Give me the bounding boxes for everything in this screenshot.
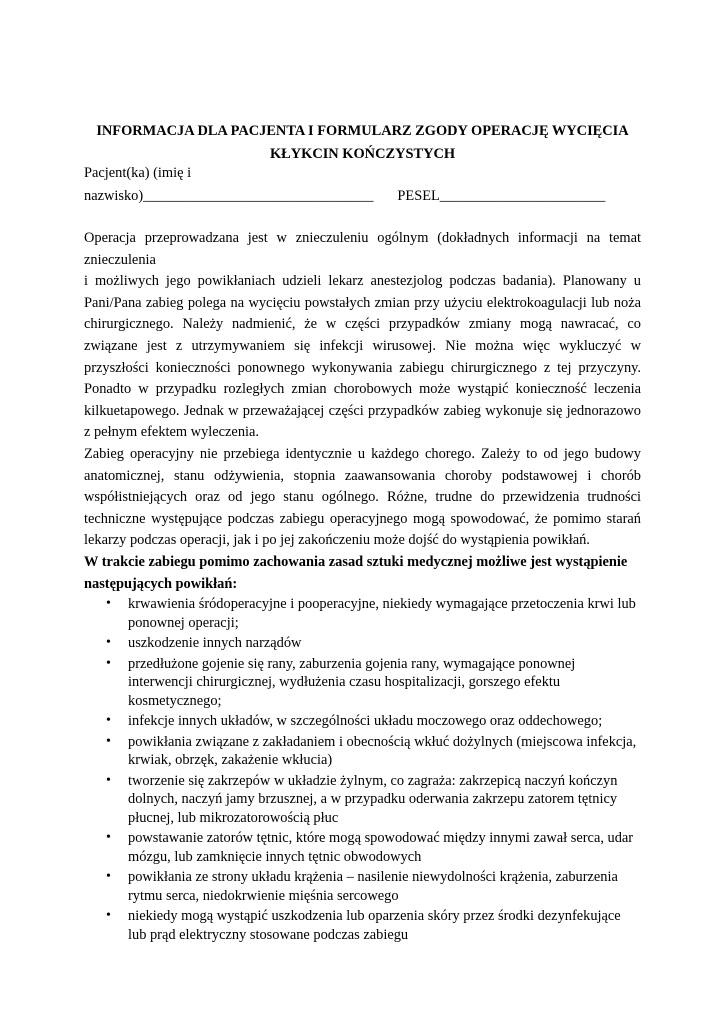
paragraph-1-first-line-text: Operacja przeprowadzana jest w znieczuleniu ogólnym (dokładnych informacji na temat znieczulenia xyxy=(84,230,641,268)
patient-name-label-line1: Pacjent(ka) (imię i xyxy=(84,165,192,181)
pesel-field: PESEL_______________________ xyxy=(397,188,606,204)
patient-fields xyxy=(84,162,641,208)
list-item xyxy=(84,829,641,866)
list-item-text: tworzenie się zakrzepów w układzie żylnym, co zagraża: zakrzepicą naczyń kończyn dolnych, naczyń jamy brzusznej, a w przypadku oderwania zakrzepu zatorem tętnicy płucnej, lub mikrozatorowością płuc xyxy=(128,772,618,826)
list-item-text: powikłania związane z zakładaniem i obecnością wkłuć dożylnych (miejscowa infekcja, krwiak, obrzęk, zakażenie wkłucia) xyxy=(128,733,637,769)
complications-list xyxy=(84,595,641,944)
list-item xyxy=(84,712,641,731)
list-item xyxy=(84,634,641,653)
bullet-icon: • xyxy=(106,635,111,651)
document-body xyxy=(84,228,641,946)
list-item-text: infekcje innych układów, w szczególności układu moczowego oraz oddechowego; xyxy=(128,713,603,730)
patient-name-row xyxy=(84,185,641,208)
bullet-icon: • xyxy=(106,733,111,749)
list-item-text: powstawanie zatorów tętnic, które mogą spowodować między innymi zawał serca, udar mózgu, lub zamknięcie innych tętnic obwodowych xyxy=(128,830,634,865)
list-item xyxy=(84,655,641,711)
bullet-icon: • xyxy=(106,596,111,612)
list-item-text: niekiedy mogą wystąpić uszkodzenia lub oparzenia skóry przez środki dezynfekujące lub prąd elektryczny stosowane podczas zabiegu xyxy=(128,908,621,943)
list-item xyxy=(84,907,641,944)
list-item xyxy=(84,595,641,632)
list-item xyxy=(84,868,641,905)
bullet-icon: • xyxy=(106,713,111,729)
patient-name-field: nazwisko)________________________________ xyxy=(84,188,374,204)
list-item-text: uszkodzenie innych narządów xyxy=(128,635,302,652)
document-title: INFORMACJA DLA PACJENTA I FORMULARZ ZGODY OPERACJĘ WYCIĘCIA KŁYKCIN KOŃCZYSTYCH xyxy=(96,123,629,162)
list-item-text: powikłania ze strony układu krążenia – nasilenie niewydolności krążenia, zaburzenia rytmu serca, niedokrwienie mięśnia sercowego xyxy=(128,869,618,904)
bullet-icon: • xyxy=(106,908,111,924)
bullet-icon: • xyxy=(106,869,111,885)
list-item xyxy=(84,772,641,828)
complications-heading: W trakcie zabiegu pomimo zachowania zasad sztuki medycznej możliwe jest wystąpienie następujących powikłań: xyxy=(84,553,628,592)
list-item-text: przedłużone gojenie się rany, zaburzenia gojenia rany, wymagające ponownej interwencji chirurgicznej, wydłużenia czasu hospitalizacji, gorszego efektu kosmetycznego; xyxy=(128,655,576,709)
paragraph-1-first-line xyxy=(84,228,641,271)
list-item-text: krwawienia śródoperacyjne i pooperacyjne, niekiedy wymagające przetoczenia krwi lub ponownej operacji; xyxy=(128,596,636,631)
bullet-icon: • xyxy=(106,830,111,846)
paragraph-1: i możliwych jego powikłaniach udzieli lekarz anestezjolog podczas badania). Planowany u Pani/Pana zabieg polega na wycięciu powstałych zmian przy użyciu elektrokoagulacji lub noża chirurgicznego. Należy nadmienić, że w części przypadków zmiany mogą nawracać, co związane jest z utrzymywaniem się infekcji wirusowej. Nie można więc wykluczyć w przyszłości konieczności ponownego wykonywania zabiegu chirurgicznego z tej przyczyny. Ponadto w przypadku rozległych zmian chorobowych może wystąpić konieczność leczenia kilkuetapowego. Jednak w przeważającej części przypadków zabieg wykonuje się jednorazowo z pełnym efektem wyleczenia. xyxy=(84,273,641,441)
bullet-icon: • xyxy=(106,772,111,788)
paragraph-2: Zabieg operacyjny nie przebiega identycznie u każdego chorego. Zależy to od jego budowy anatomicznej, stanu odżywienia, stopnia zaawansowania choroby podstawowej i chorób współistniejących oraz od jego stanu ogólnego. Różne, trudne do przewidzenia trudności techniczne występujące podczas zabiegu operacyjnego mogą spowodować, że pomimo starań lekarzy podczas operacji, jak i po jej zakończeniu może dojść do wystąpienia powikłań. xyxy=(84,445,641,549)
list-item xyxy=(84,733,641,770)
bullet-icon: • xyxy=(106,655,111,671)
